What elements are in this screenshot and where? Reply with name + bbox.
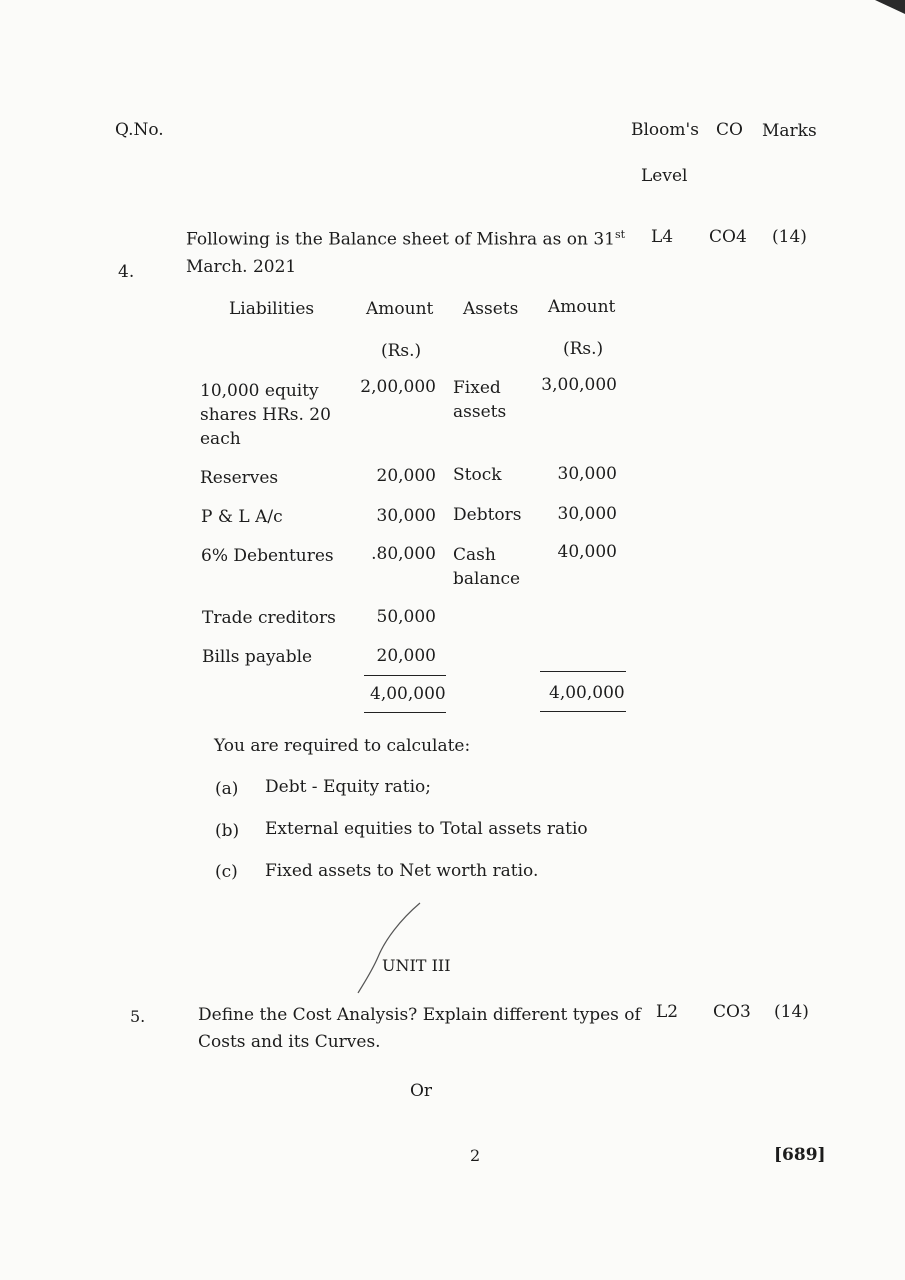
total-assets: 4,00,000 (549, 683, 625, 703)
q4-text-line1 (186, 228, 625, 250)
liability-amount: 50,000 (376, 607, 436, 627)
liability-label: Bills payable (202, 647, 313, 667)
asset-label: Debtors (453, 505, 522, 525)
q4-level: L4 (651, 227, 674, 247)
corner-mark (875, 0, 905, 14)
total-liabilities-top-rule (364, 675, 446, 676)
q5-number: 5. (130, 1007, 146, 1026)
total-liabilities-bottom-rule (364, 712, 446, 713)
q4-co: CO4 (709, 227, 747, 247)
q5-level: L2 (656, 1002, 679, 1022)
blooms-header: Bloom's (631, 120, 699, 140)
asset-amount: 40,000 (557, 542, 617, 562)
bs-header-rs: (Rs.) (381, 341, 422, 361)
calc-intro: You are required to calculate: (214, 736, 471, 756)
q4-text-sup: st (615, 228, 626, 241)
q4-number: 4. (118, 262, 135, 282)
blooms-level-header: Level (641, 166, 688, 186)
liability-amount: 20,000 (376, 466, 436, 486)
liability-amount: .80,000 (371, 544, 436, 564)
q4-marks: (14) (772, 227, 807, 247)
bs-header-amount2: Amount (548, 297, 616, 317)
liability-amount: 30,000 (376, 506, 436, 526)
qno-header: Q.No. (115, 120, 164, 140)
asset-amount: 30,000 (557, 504, 617, 524)
q4-text-main: Following is the Balance sheet of Mishra as on 31 (186, 229, 616, 250)
liability-label: P & L A/c (201, 507, 283, 527)
pen-stroke-mark (350, 895, 430, 995)
calc-item-label: (b) (215, 821, 240, 841)
q4-text-line2: March. 2021 (186, 257, 297, 277)
calc-item-text: External equities to Total assets ratio (265, 819, 588, 839)
marks-header: Marks (762, 121, 817, 141)
asset-label: Fixed assets (453, 378, 507, 422)
asset-label: Stock (453, 465, 502, 485)
calc-item-label: (a) (215, 779, 239, 799)
calc-item-label: (c) (215, 862, 238, 882)
liability-label: 6% Debentures (201, 546, 334, 566)
liability-label: 10,000 equity shares HRs. 20 each (200, 381, 331, 449)
total-assets-bottom-rule (540, 711, 626, 712)
calc-item-text: Fixed assets to Net worth ratio. (265, 861, 539, 881)
asset-amount: 30,000 (557, 464, 617, 484)
page-number: 2 (470, 1146, 481, 1165)
total-liabilities: 4,00,000 (370, 684, 446, 704)
asset-amount: 3,00,000 (541, 375, 617, 395)
total-assets-top-rule (540, 671, 626, 672)
liability-amount: 20,000 (376, 646, 436, 666)
paper-code: [689] (774, 1145, 826, 1165)
q5-text: Define the Cost Analysis? Explain different types of Costs and its Curves. (198, 1005, 641, 1052)
unit-heading: UNIT III (382, 956, 451, 975)
bs-header-liabilities: Liabilities (229, 299, 315, 319)
liability-label: Trade creditors (202, 608, 336, 628)
bs-header-amount: Amount (366, 299, 434, 319)
liability-amount: 2,00,000 (360, 377, 436, 397)
bs-header-assets: Assets (463, 299, 519, 319)
q5-marks: (14) (774, 1002, 809, 1022)
q5-co: CO3 (713, 1002, 751, 1022)
bs-header-rs2: (Rs.) (563, 339, 604, 359)
calc-item-text: Debt - Equity ratio; (265, 777, 431, 797)
or-separator: Or (410, 1081, 433, 1101)
co-header: CO (716, 120, 743, 140)
asset-label: Cash balance (453, 545, 521, 589)
liability-label: Reserves (200, 468, 279, 488)
